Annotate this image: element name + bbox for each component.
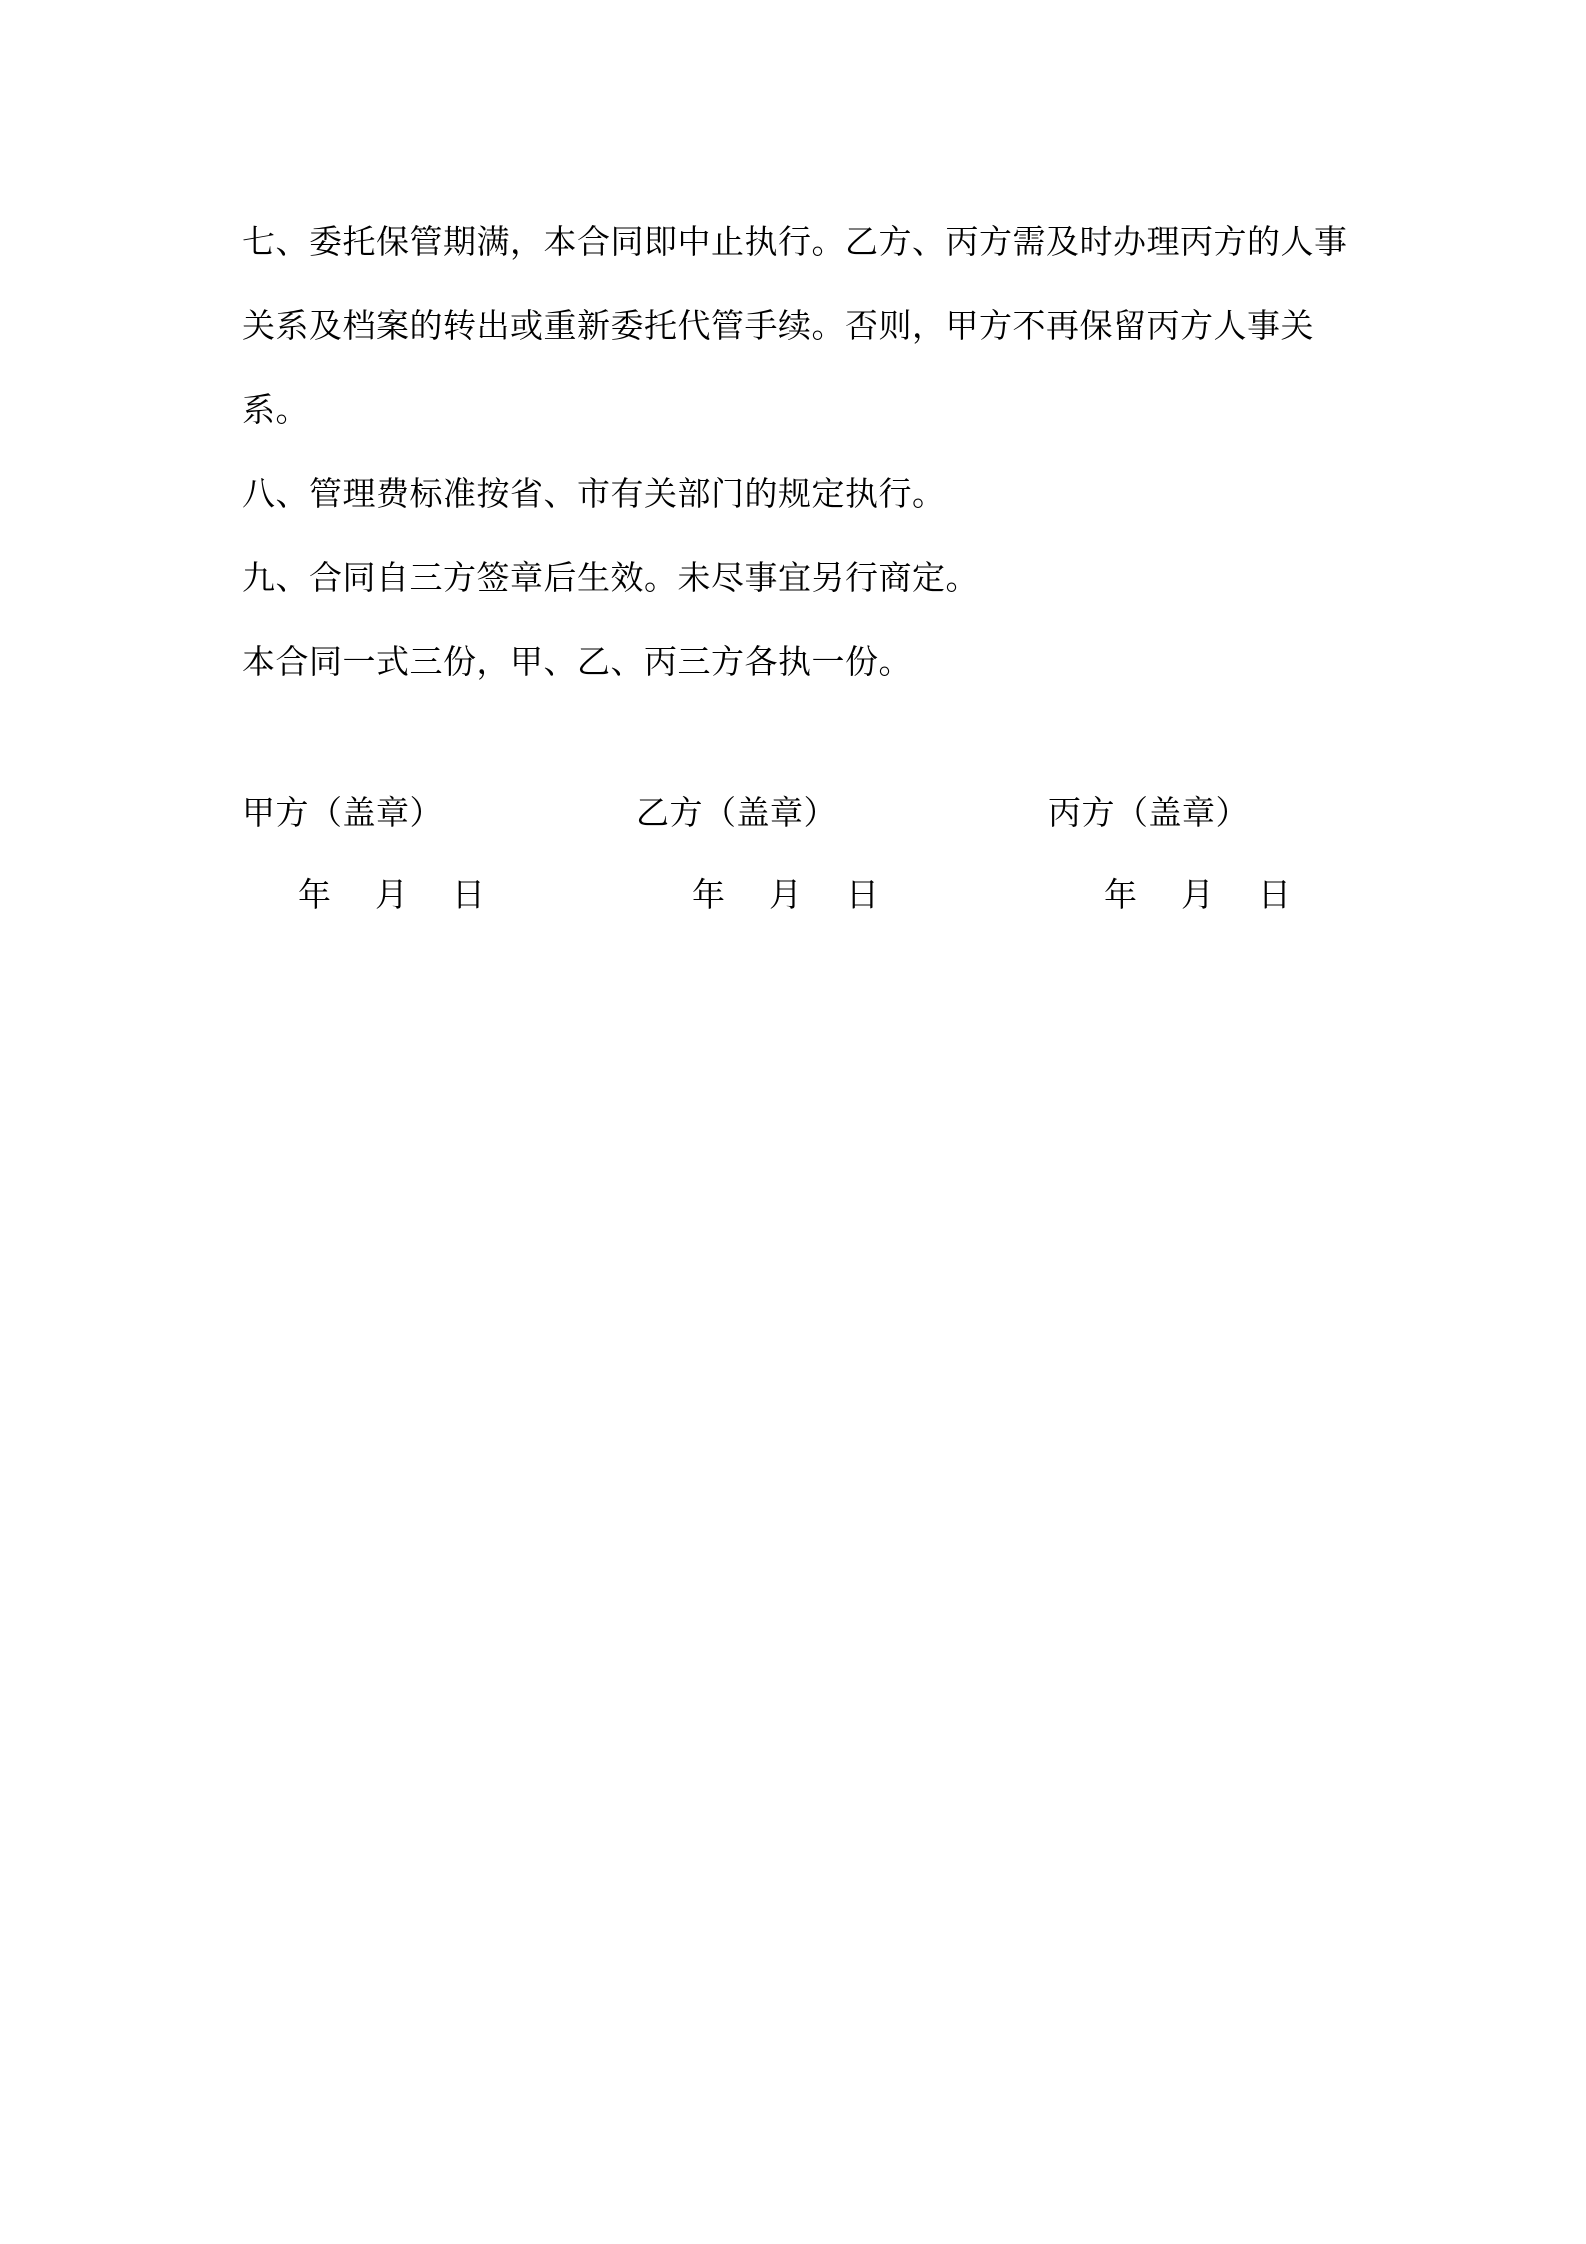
date-month-label: 月	[1181, 875, 1214, 914]
signature-section	[0, 782, 1586, 922]
party-b-label: 乙方（盖章）	[636, 793, 837, 832]
copies-statement: 本合同一式三份，甲、乙、丙三方各执一份。	[242, 642, 912, 681]
party-a-label: 甲方（盖章）	[242, 793, 443, 832]
date-day-label: 日	[846, 875, 879, 914]
party-b-date	[636, 864, 879, 926]
date-month-label: 月	[769, 875, 802, 914]
party-a-date	[242, 864, 485, 926]
date-year-label: 年	[1104, 875, 1137, 914]
contract-body	[242, 200, 1362, 704]
party-b-signature-block	[636, 782, 879, 926]
date-day-label: 日	[452, 875, 485, 914]
date-day-label: 日	[1258, 875, 1291, 914]
clause-eight: 八、管理费标准按省、市有关部门的规定执行。	[242, 474, 946, 513]
date-month-label: 月	[375, 875, 408, 914]
party-c-date	[1048, 864, 1291, 926]
clause-nine: 九、合同自三方签章后生效。未尽事宜另行商定。	[242, 558, 979, 597]
date-year-label: 年	[298, 875, 331, 914]
party-c-signature-block	[1048, 782, 1291, 926]
party-a-signature-block	[242, 782, 485, 926]
date-year-label: 年	[692, 875, 725, 914]
party-c-label: 丙方（盖章）	[1048, 793, 1249, 832]
clause-seven: 七、委托保管期满，本合同即中止执行。乙方、丙方需及时办理丙方的人事关系及档案的转出或重新委托代管手续。否则，甲方不再保留丙方人事关系。	[242, 222, 1348, 429]
